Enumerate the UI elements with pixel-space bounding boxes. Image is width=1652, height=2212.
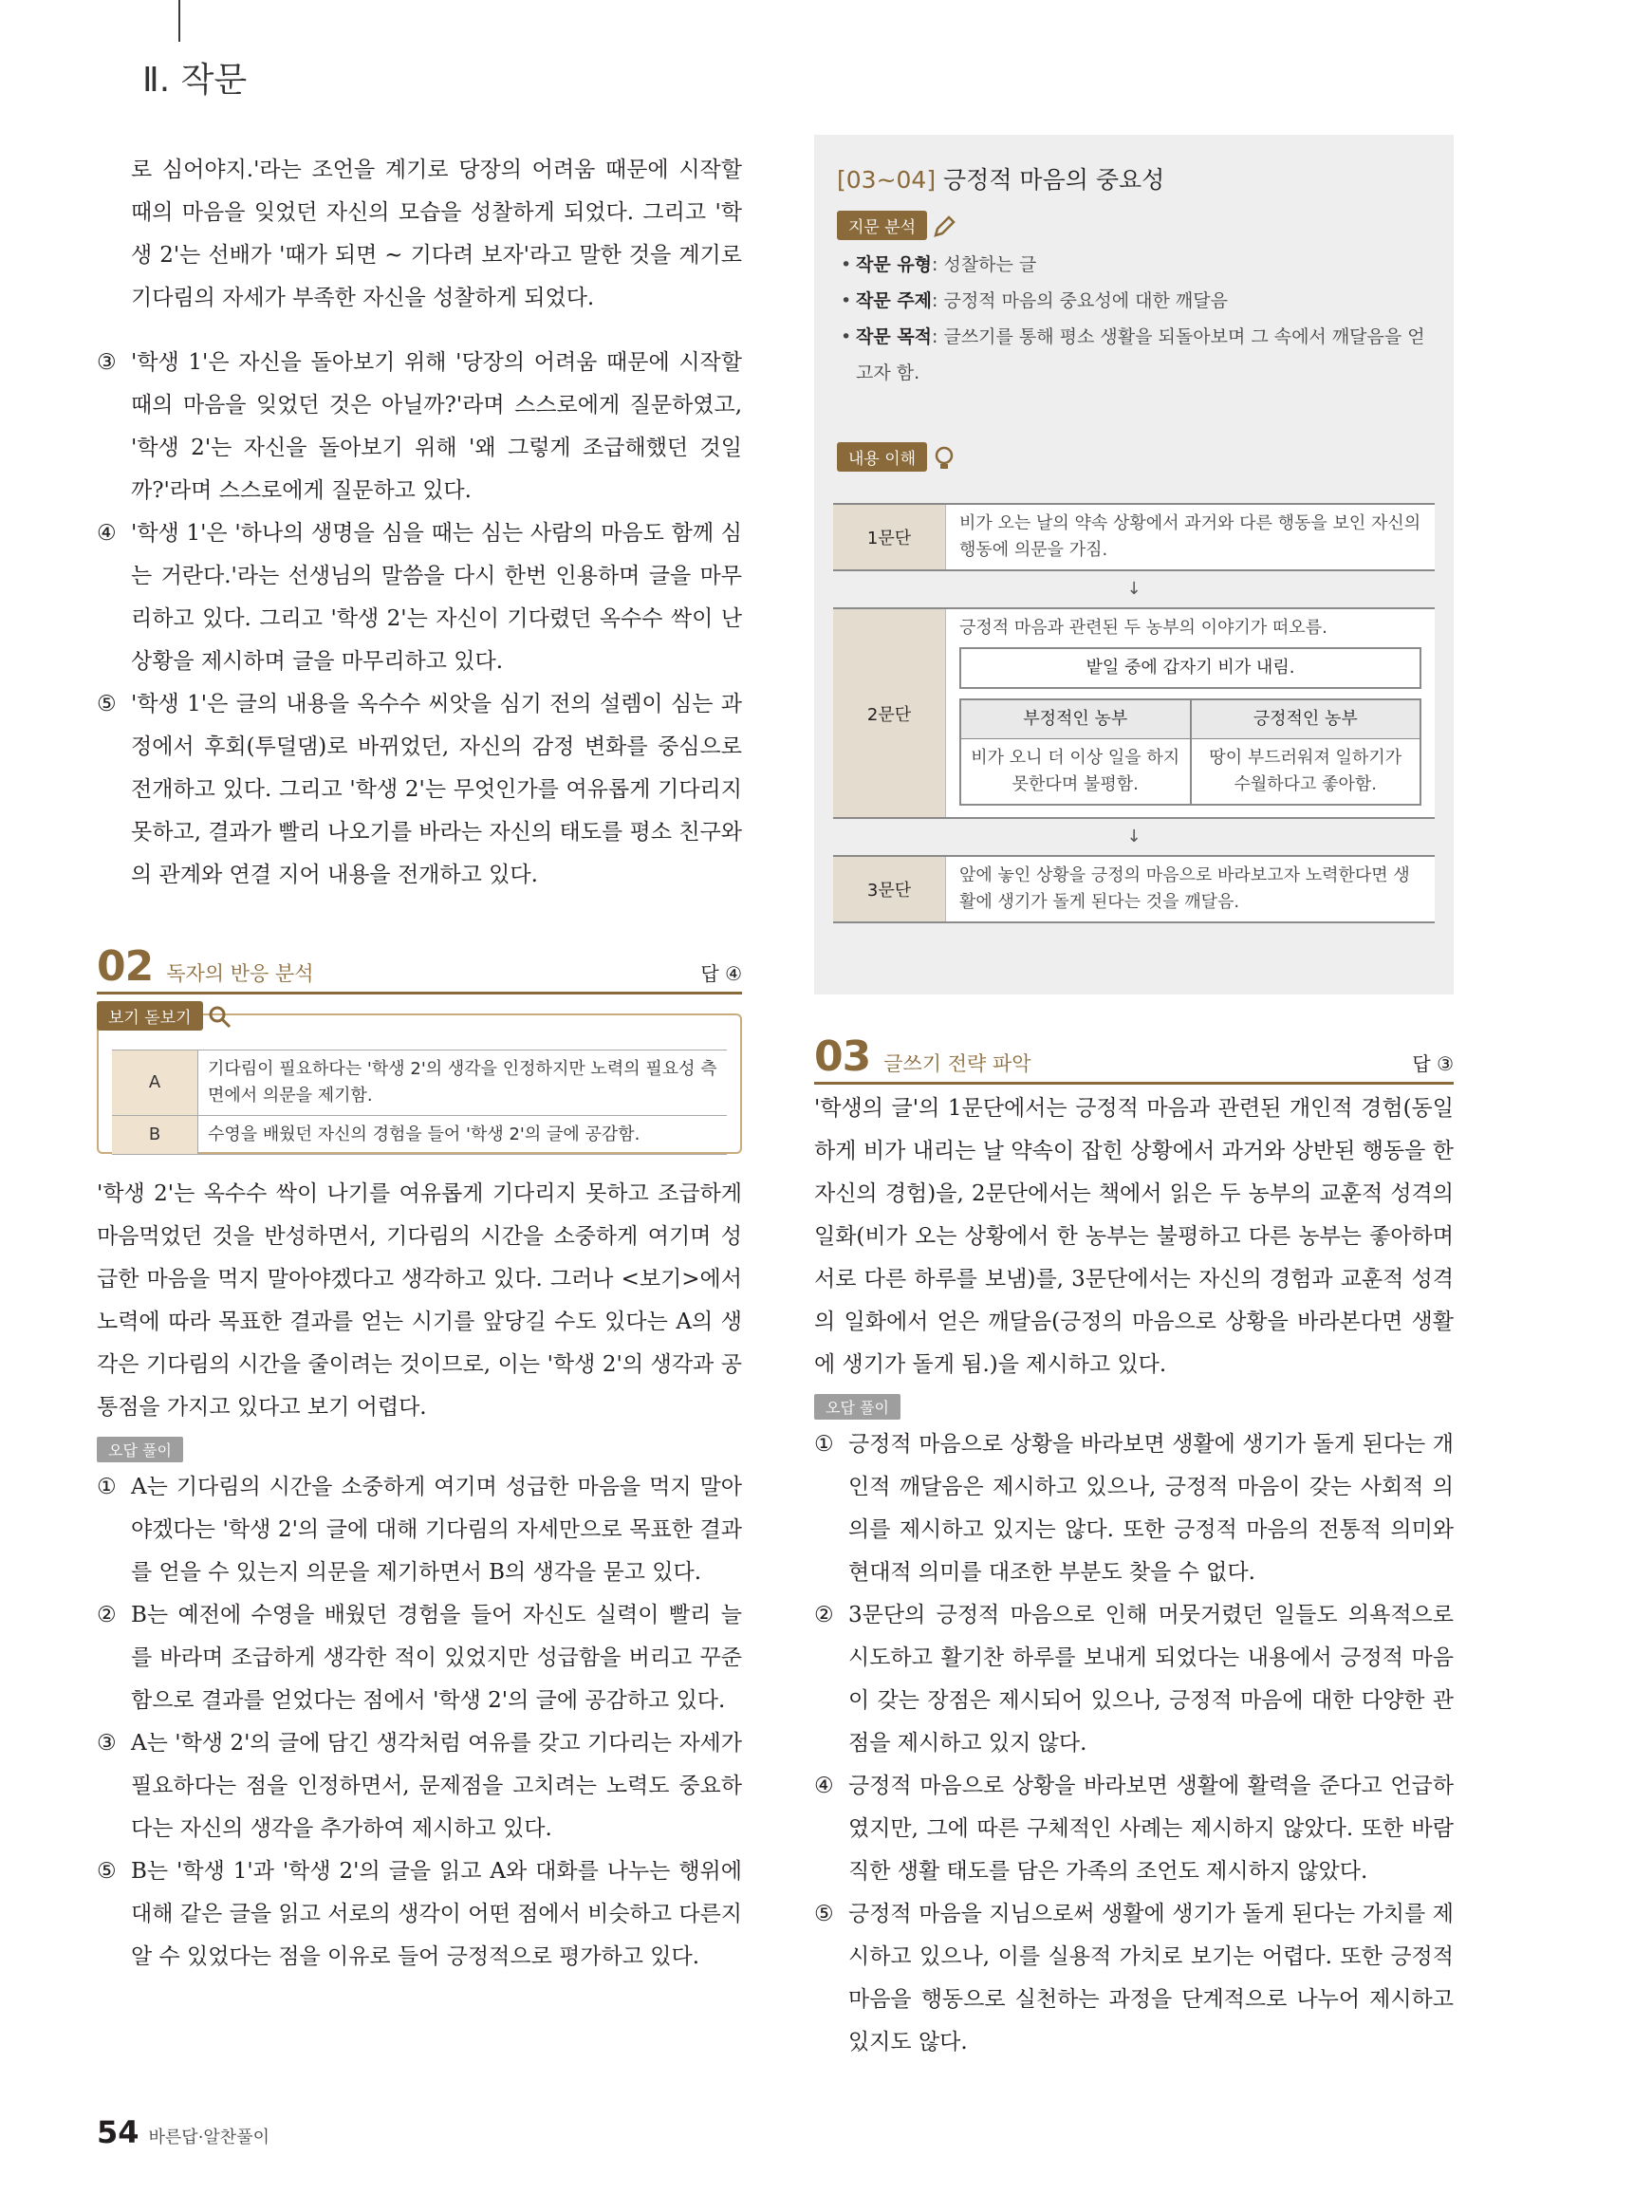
header-rule <box>178 0 180 42</box>
list-item: ② B는 예전에 수영을 배웠던 경험을 들어 자신도 실력이 빨리 늘 를 바라며 조급하게 생각한 적이 있었지만 성급함을 버리고 꾸준함으로 결과를 얻었다는 점에서 '학생 2'의 글에 공감하고 있다. <box>97 1603 742 1713</box>
list-item: ① A는 기다림의 시간을 소중하게 여기며 성급한 마음을 먹지 말아야겠다는 '학생 2'의 글에 대해 기다림의 자세만으로 목표한 결과를 얻을 수 있는지 의문을 제기하면서 B의 생각을 묻고 있다. <box>97 1475 742 1585</box>
analysis-box <box>814 135 1454 994</box>
situation-box: 밭일 중에 갑자기 비가 내림. <box>959 647 1421 689</box>
paragraph-row-3: 3문단 앞에 놓인 상황을 긍정의 마음으로 바라보고자 노력한다면 생활에 생기가 돌게 된다는 것을 깨달음. <box>833 855 1435 923</box>
choice-item-3: ③ '학생 1'은 자신을 돌아보기 위해 '당장의 어려움 때문에 시작할 때의 마음을 잊었던 것은 아닐까?'라며 스스로에게 질문하였고, '학생 2'는 자신을 돌아보기 위해 '왜 그렇게 조급해했던 것일까?'라며 스스로에게 질문하고 있다. <box>97 350 742 503</box>
list-item: • 작문 목적: 글쓰기를 통해 평소 생활을 되돌아보며 그 속에서 깨달음을 얻고자 함. <box>841 319 1429 391</box>
passage-bullets <box>841 247 1429 391</box>
list-item: ④ 긍정적 마음으로 상황을 바라보면 생활에 활력을 준다고 언급하였지만, 그에 따른 구체적인 사례는 제시하지 않았다. 또한 바람직한 생활 태도를 담은 가족의 조언도 제시하지 않았다. <box>814 1774 1454 1884</box>
page-number: 54 <box>97 2114 139 2150</box>
question-title: 독자의 반응 분석 <box>166 962 314 985</box>
table-row: A 기다림이 필요하다는 '학생 2'의 생각을 인정하지만 노력의 필요성 측면에서 의문을 제기함. <box>112 1050 727 1116</box>
list-item: ⑤ 긍정적 마음을 지님으로써 생활에 생기가 돌게 된다는 가치를 제시하고 있으나, 이를 실용적 가치로 보기는 어렵다. 또한 긍정적 마음을 행동으로 실천하는 과정을 단계적으로 나누어 제시하고 있지도 않다. <box>814 1902 1454 2054</box>
farmer-comparison: 부정적인 농부 비가 오니 더 이상 일을 하지 못한다며 불평함. 긍정적인 농부 땅이 부드러워져 일하기가 수월하다고 좋아함. <box>959 698 1421 806</box>
page-footer <box>97 2114 269 2150</box>
question-number: 02 <box>97 942 154 991</box>
paragraph-row-1: 1문단 비가 오는 날의 약속 상황에서 과거와 다른 행동을 보인 자신의 행동에 의문을 가짐. <box>833 503 1435 571</box>
list-item: ③ A는 '학생 2'의 글에 담긴 생각처럼 여유를 갖고 기다리는 자세가 필요하다는 점을 인정하면서, 문제점을 고치려는 노력도 중요하다는 자신의 생각을 추가하여 제시하고 있다. <box>97 1731 742 1841</box>
arrow-down-icon: ↓ <box>1126 579 1142 599</box>
table-row: B 수영을 배웠던 자신의 경험을 들어 '학생 2'의 글에 공감함. <box>112 1116 727 1155</box>
list-item: ① 긍정적 마음으로 상황을 바라보면 생활에 생기가 돌게 된다는 개인적 깨달음은 제시하고 있으나, 긍정적 마음이 갖는 사회적 의의를 제시하고 있지는 않다. 또한 긍정적 마음의 전통적 의미와 현대적 의미를 대조한 부분도 찾을 수 없다. <box>814 1432 1454 1585</box>
magnifier-icon <box>208 1005 232 1033</box>
list-item: • 작문 유형: 성찰하는 글 <box>841 247 1429 283</box>
question-03-heading <box>814 1032 1454 1085</box>
question-03-explanation: '학생의 글'의 1문단에서는 긍정적 마음과 관련된 개인적 경험(동일하게 비가 내리는 날 약속이 잡힌 상황에서 과거와 상반된 행동을 한 자신의 경험)을, 2문단에서는 책에서 읽은 두 농부의 교훈적 성격의 일화(비가 오는 상황에서 한 농부는 불평하고 다른 농부는 좋아하며 서로 다른 하루를 보냄)를, 3문단에서는 자신의 경험과 교훈적 성격의 일화에서 얻은 깨달음(긍정의 마음으로 상황을 바라본다면 생활에 생기가 돌게 됨.)을 제시하고 있다. 오답 풀이 ① 긍정적 마음으로 상황을 바라보면 생활에 생기가 돌게 된다는 개인적 깨달음은 제시하고 있으나, 긍정적 마음이 갖는 사회적 의의를 제시하고 있지는 않다. 또한 긍정적 마음의 전통적 의미와 현대적 의미를 대조한 부분도 찾을 수 없다. ② 3문단의 긍정적 마음으로 인해 머뭇거렸던 일들도 의욕적으로 시도하고 활기찬 하루를 보내게 되었다는 내용에서 긍정적 마음이 갖는 장점은 제시되어 있으나, 긍정적 마음에 대한 다양한 관점을 제시하고 있지 않다. ④ 긍정적 마음으로 상황을 바라보면 생활에 활력을 준다고 언급하였지만, 그에 따른 구체적인 사례는 제시하지 않았다. 또한 바람직한 생활 태도를 담은 가족의 조언도 제시하지 않았다. ⑤ 긍정적 마음을 지님으로써 생활에 생기가 돌게 된다는 가치를 제시하고 있으나, 이를 실용적 가치로 보기는 어렵다. 또한 긍정적 마음을 행동으로 실천하는 과정을 단계적으로 나누어 제시하고 있지도 않다. <box>814 1087 1454 2064</box>
question-02-heading <box>97 942 742 994</box>
analysis-title: [03~04] 긍정적 마음의 중요성 <box>837 166 1165 194</box>
lightbulb-icon <box>932 445 956 475</box>
choice-item-4: ④ '학생 1'은 '하나의 생명을 심을 때는 심는 사람의 마음도 함께 심는 거란다.'라는 선생님의 말씀을 다시 한번 인용하며 글을 마무리하고 있다. 그리고 '학생 2'는 자신이 기다렸던 옥수수 싹이 난 상황을 제시하며 글을 마무리하고 있다. <box>97 521 742 674</box>
choice-item-5: ⑤ '학생 1'은 글의 내용을 옥수수 씨앗을 심기 전의 설렘이 심는 과정에서 후회(투덜댐)로 바뀌었던, 자신의 감정 변화를 중심으로 전개하고 있다. 그리고 '학생 2'는 무엇인가를 여유롭게 기다리지 못하고, 결과가 빨리 나오기를 바라는 자신의 태도를 평소 친구와의 관계와 연결 지어 내용을 전개하고 있다. <box>97 692 742 887</box>
answer-label: 답 ③ <box>1412 1052 1454 1075</box>
book-title: 바른답·알찬풀이 <box>148 2128 269 2147</box>
list-item: ② 3문단의 긍정적 마음으로 인해 머뭇거렸던 일들도 의욕적으로 시도하고 활기찬 하루를 보내게 되었다는 내용에서 긍정적 마음이 갖는 장점은 제시되어 있으나, 긍정적 마음에 대한 다양한 관점을 제시하고 있지 않다. <box>814 1603 1454 1756</box>
passage-analysis-tag: 지문 분석 <box>837 211 956 243</box>
list-item: ⑤ B는 '학생 1'과 '학생 2'의 글을 읽고 A와 대화를 나누는 행위에 대해 같은 글을 읽고 서로의 생각이 어떤 점에서 비슷하고 다른지 알 수 있었다는 점을 이유로 들어 긍정적으로 평가하고 있다. <box>97 1859 742 1969</box>
section-title: Ⅱ. 작문 <box>142 61 248 100</box>
paragraph-row-2: 2문단 긍정적 마음과 관련된 두 농부의 이야기가 떠오름. 밭일 중에 갑자기 비가 내림. 부정적인 농부 비가 오니 더 이상 일을 하지 못한다며 불평함. 긍정적인 농부 땅이 부드러워져 일하기가 수월하다고 좋아함. <box>833 607 1435 819</box>
answer-label: 답 ④ <box>700 962 742 985</box>
pencil-icon <box>932 214 956 243</box>
wrong-answer-tag: 오답 풀이 <box>814 1394 900 1420</box>
left-column-text <box>97 127 742 897</box>
question-02-explanation: '학생 2'는 옥수수 싹이 나기를 여유롭게 기다리지 못하고 조급하게 마음먹었던 것을 반성하면서, 기다림의 시간을 소중하게 여기며 성급한 마음을 먹지 말아야겠다고 생각하고 있다. 그러나 <보기>에서 노력에 따라 목표한 결과를 얻는 시기를 앞당길 수도 있다는 A의 생각은 기다림의 시간을 줄이려는 것이므로, 이는 '학생 2'의 생각과 공통점을 가지고 있다고 보기 어렵다. 오답 풀이 ① A는 기다림의 시간을 소중하게 여기며 성급한 마음을 먹지 말아야겠다는 '학생 2'의 글에 대해 기다림의 자세만으로 목표한 결과를 얻을 수 있는지 의문을 제기하면서 B의 생각을 묻고 있다. ② B는 예전에 수영을 배웠던 경험을 들어 자신도 실력이 빨리 늘 를 바라며 조급하게 생각한 적이 있었지만 성급함을 버리고 꾸준함으로 결과를 얻었다는 점에서 '학생 2'의 글에 공감하고 있다. ③ A는 '학생 2'의 글에 담긴 생각처럼 여유를 갖고 기다리는 자세가 필요하다는 점을 인정하면서, 문제점을 고치려는 노력도 중요하다는 자신의 생각을 추가하여 제시하고 있다. ⑤ B는 '학생 1'과 '학생 2'의 글을 읽고 A와 대화를 나누는 행위에 대해 같은 글을 읽고 서로의 생각이 어떤 점에서 비슷하고 다른지 알 수 있었다는 점을 이유로 들어 긍정적으로 평가하고 있다. <box>97 1173 742 1979</box>
content-tag: 내용 이해 <box>837 442 956 475</box>
question-title: 글쓰기 전략 파악 <box>883 1052 1031 1075</box>
bogi-table <box>112 1050 727 1155</box>
content-structure-table <box>833 503 1435 923</box>
bogi-tag: 보기 돋보기 <box>97 1001 232 1033</box>
continued-paragraph: 로 심어야지.'라는 조언을 계기로 당장의 어려움 때문에 시작할 때의 마음을 잊었던 자신의 모습을 성찰하게 되었다. 그리고 '학생 2'는 선배가 '때가 되면 ~ 기다려 보자'라고 말한 것을 계기로 기다림의 자세가 부족한 자신을 성찰하게 되었다. <box>131 158 742 310</box>
bogi-box <box>97 1013 742 1154</box>
list-item: • 작문 주제: 긍정적 마음의 중요성에 대한 깨달음 <box>841 283 1429 319</box>
wrong-answer-tag: 오답 풀이 <box>97 1437 183 1462</box>
question-number: 03 <box>814 1032 871 1081</box>
arrow-down-icon: ↓ <box>1126 827 1142 846</box>
